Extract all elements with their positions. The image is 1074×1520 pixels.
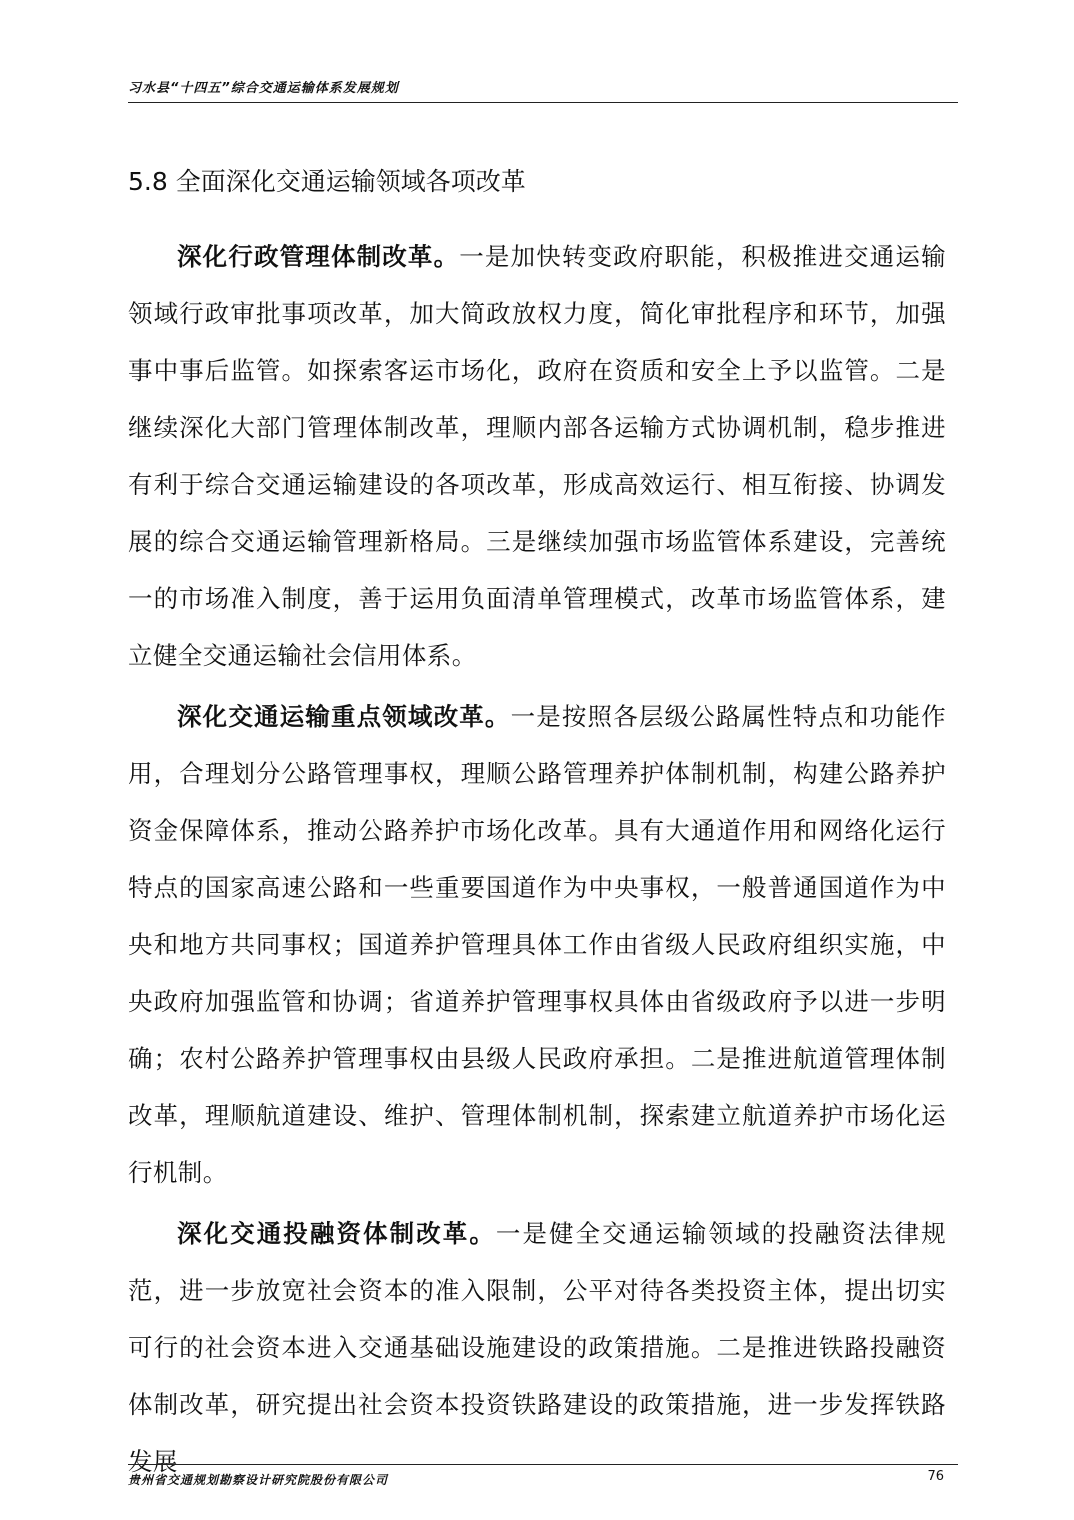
page-number: 76 xyxy=(927,1469,944,1484)
paragraph-text: 一是加快转变政府职能，积极推进交通运输领域行政审批事项改革，加大简政放权力度，简化审批程序和环节，加强事中事后监管。如探索客运市场化，政府在资质和安全上予以监管。二是继续深化大部门管理体制改革，理顺内部各运输方式协调机制，稳步推进有利于综合交通运输建设的各项改革，形成高效运行、相互衔接、协调发展的综合交通运输管理新格局。三是继续加强市场监管体系建设，完善统一的市场准入制度，善于运用负面清单管理模式，改革市场监管体系，建立健全交通运输社会信用体系。 xyxy=(128,242,946,670)
header-title: 习水县“十四五”综合交通运输体系发展规划 xyxy=(128,81,399,96)
section-heading: 5.8 全面深化交通运输领域各项改革 xyxy=(128,167,526,196)
page-footer xyxy=(128,1464,958,1495)
paragraph-lead: 深化行政管理体制改革。 xyxy=(177,242,460,271)
footer-company: 贵州省交通规划勘察设计研究院股份有限公司 xyxy=(128,1473,389,1487)
paragraph-lead: 深化交通运输重点领域改革。 xyxy=(177,702,511,731)
paragraph-text: 一是按照各层级公路属性特点和功能作用，合理划分公路管理事权，理顺公路管理养护体制机制，构建公路养护资金保障体系，推动公路养护市场化改革。具有大通道作用和网络化运行特点的国家高速公路和一些重要国道作为中央事权，一般普通国道作为中央和地方共同事权；国道养护管理具体工作由省级人民政府组织实施，中央政府加强监管和协调；省道养护管理事权具体由省级政府予以进一步明确；农村公路养护管理事权由县级人民政府承担。二是推进航道管理体制改革，理顺航道建设、维护、管理体制机制，探索建立航道养护市场化运行机制。 xyxy=(128,702,946,1187)
paragraph-lead: 深化交通投融资体制改革。 xyxy=(177,1219,496,1248)
document-body xyxy=(128,228,946,1494)
paragraph-key-areas-reform xyxy=(128,688,946,1201)
page-header xyxy=(128,76,958,103)
paragraph-admin-reform xyxy=(128,228,946,684)
paragraph-text: 一是健全交通运输领域的投融资法律规范，进一步放宽社会资本的准入限制，公平对待各类投资主体，提出切实可行的社会资本进入交通基础设施建设的政策措施。二是推进铁路投融资体制改革，研究提出社会资本投资铁路建设的政策措施，进一步发挥铁路发展 xyxy=(128,1219,946,1476)
paragraph-investment-reform xyxy=(128,1205,946,1490)
